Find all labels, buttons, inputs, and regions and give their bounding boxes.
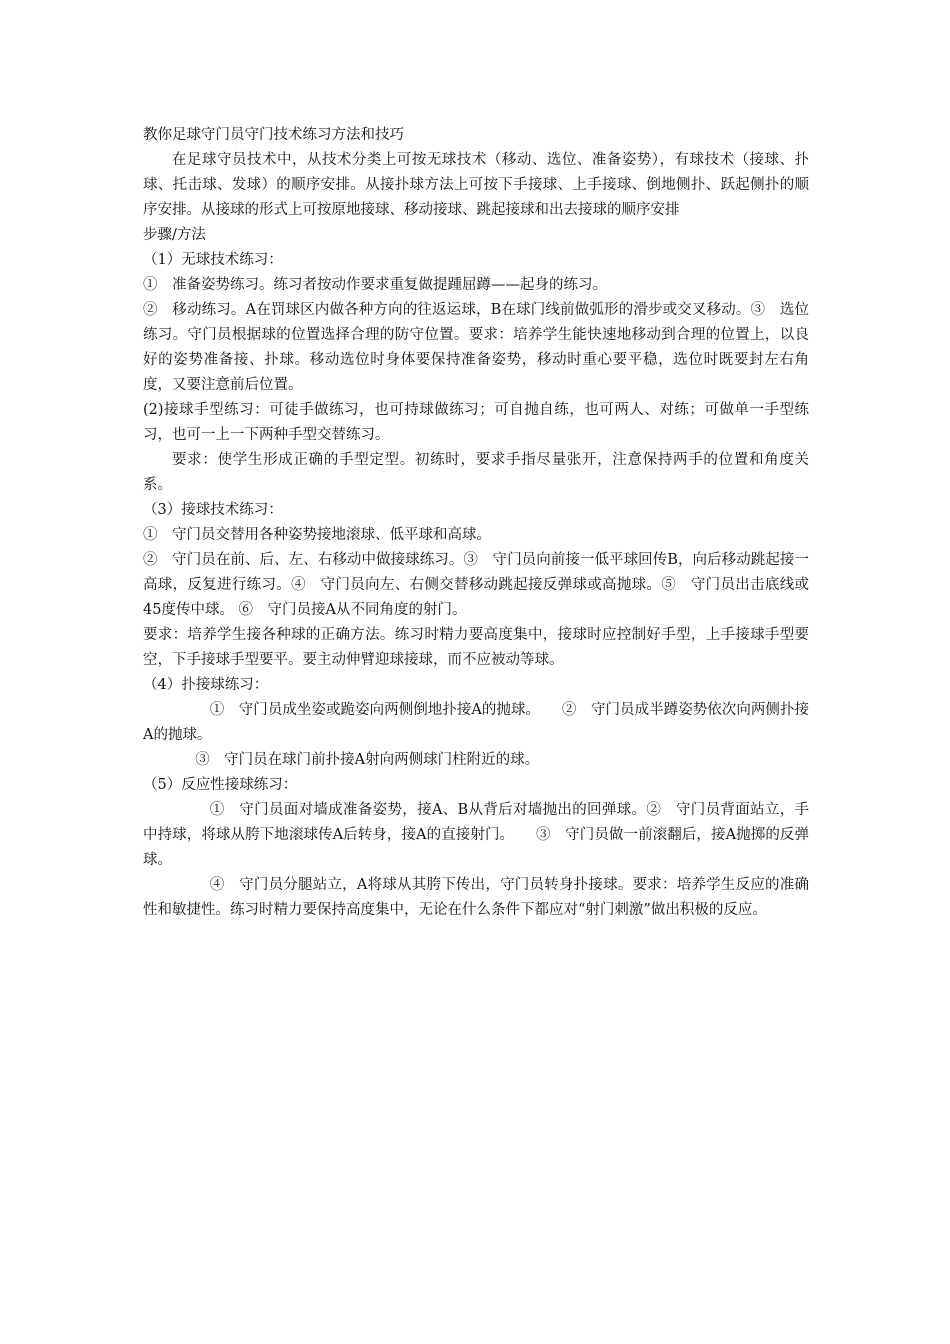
section-5-item-1: ① 守门员面对墙成准备姿势，接A、B从背后对墙抛出的回弹球。② 守门员背面站立，手中持球，将球从胯下地滚球传A后转身，接A的直接射门。 ③ 守门员做一前滚翻后，接A抛掷的反弹球。 (143, 802, 809, 868)
document-title: 教你足球守门员守门技术练习方法和技巧 (143, 127, 404, 143)
section-2-paragraph: (2)接球手型练习：可徒手做练习，也可持球做练习；可自抛自练，也可两人、对练；可做单一手型练习，也可一上一下两种手型交替练习。 (143, 402, 809, 443)
section-2-requirement: 要求：使学生形成正确的手型定型。初练时，要求手指尽量张开，注意保持两手的位置和角度关系。 (143, 452, 809, 493)
section-4-item-2: ③ 守门员在球门前扑接A射向两侧球门柱附近的球。 (195, 752, 540, 768)
section-1-item-1: ① 准备姿势练习。练习者按动作要求重复做提踵屈蹲——起身的练习。 (143, 277, 607, 293)
section-3-item-2: ② 守门员在前、后、左、右移动中做接球练习。③ 守门员向前接一低平球回传B，向后移动跳起接一高球，反复进行练习。④ 守门员向左、右侧交替移动跳起接反弹球或高抛球。⑤ 守门员出击底线或45度传中球。 ⑥ 守门员接A从不同角度的射门。 (143, 552, 809, 618)
section-3-heading: （3）接球技术练习： (143, 502, 283, 518)
section-3-item-1: ① 守门员交替用各种姿势接地滚球、低平球和高球。 (143, 527, 491, 543)
section-4-item-1: ① 守门员成坐姿或跪姿向两侧倒地扑接A的抛球。 ② 守门员成半蹲姿势依次向两侧扑接A的抛球。 (143, 702, 809, 743)
section-3-requirement: 要求：培养学生接各种球的正确方法。练习时精力要高度集中，接球时应控制好手型，上手接球手型要空，下手接球手型要平。要主动伸臂迎球接球，而不应被动等球。 (143, 627, 809, 668)
steps-heading: 步骤/方法 (143, 227, 206, 243)
section-5-heading: （5）反应性接球练习： (143, 777, 298, 793)
section-1-heading: （1）无球技术练习： (143, 252, 283, 268)
section-1-item-2: ② 移动练习。A在罚球区内做各种方向的往返运球，B在球门线前做弧形的滑步或交叉移动。③ 选位练习。守门员根据球的位置选择合理的防守位置。要求：培养学生能快速地移动到合理的位置上，以良好的姿势准备接、扑球。移动选位时身体要保持准备姿势，移动时重心要平稳，选位时既要封左右角度，又要注意前后位置。 (143, 302, 809, 393)
intro-paragraph: 在足球守员技术中，从技术分类上可按无球技术（移动、选位、准备姿势），有球技术（接球、扑球、托击球、发球）的顺序安排。从接扑球方法上可按下手接球、上手接球、倒地侧扑、跃起侧扑的顺序安排。从接球的形式上可按原地接球、移动接球、跳起接球和出去接球的顺序安排 (143, 152, 809, 218)
section-5-item-2: ④ 守门员分腿站立，A将球从其胯下传出，守门员转身扑接球。要求：培养学生反应的准确性和敏捷性。练习时精力要保持高度集中，无论在什么条件下都应对“射门刺激”做出积极的反应。 (143, 877, 809, 918)
section-4-heading: （4）扑接球练习： (143, 677, 269, 693)
document-body (143, 123, 809, 923)
